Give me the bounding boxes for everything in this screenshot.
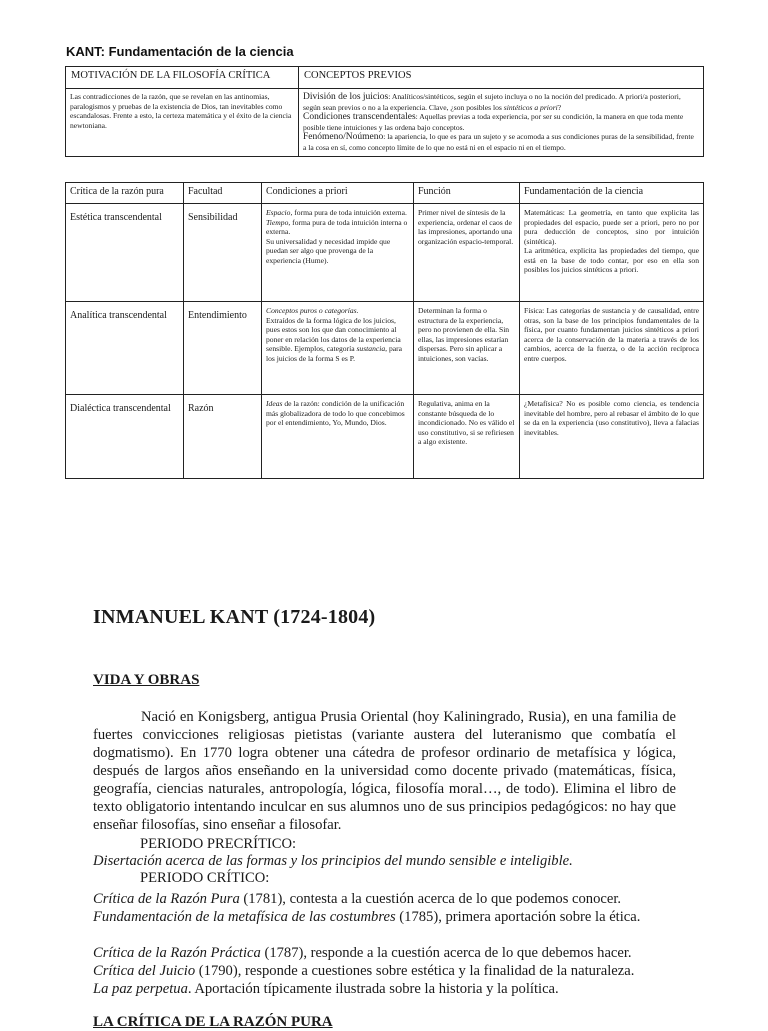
work-item: Crítica de la Razón Práctica (1787), responde a la cuestión acerca de lo que debemos hacer. bbox=[93, 945, 632, 961]
period-precritico: PERIODO PRECRÍTICO: bbox=[140, 836, 297, 852]
motivation-table bbox=[65, 66, 704, 157]
col-header-condiciones: Condiciones a priori bbox=[262, 183, 414, 204]
section-heading-vida: VIDA Y OBRAS bbox=[93, 672, 200, 688]
previous-concepts-header: CONCEPTOS PREVIOS bbox=[299, 67, 704, 89]
col-header-fundamentacion: Fundamentación de la ciencia bbox=[520, 183, 704, 204]
table-row: Dialéctica transcendental Razón Ideas de la razón: condición de la unificación más globalizadora de todo lo que concebimos por el entendimiento, Yo, Mundo, Dios. Regulativa, anima en la constante búsqueda de lo incondicionado. No es válido el uso constitutivo, si se refiriesen a algo existente. ¿Metafísica? No es posible como ciencia, es tendencia inevitable del hombre, pero al rebasar el ámbito de lo que se da en la experiencia (uso constitutivo), lleva a falacias inevitables. bbox=[66, 395, 704, 479]
col-header-facultad: Facultad bbox=[184, 183, 262, 204]
col-header-critica: Crítica de la razón pura bbox=[66, 183, 184, 204]
biography-paragraph: Nació en Konigsberg, antigua Prusia Oriental (hoy Kaliningrado, Rusia), en una familia de fuertes convicciones religiosas pietistas (variante austera del luteranismo que combatía el dogmatismo). En 1770 logra obtener una cátedra de profesor ordinario de metafísica y lógica, después de largos años enseñando en la universidad como docente privado (matemáticas, física, geografía, ciencias naturales, antropología, lógica, filosofía moral…, de todo). Elimina el libro de texto obligatorio intentando inculcar en sus alumnos uno de sus principios pedagógicos: no hay que enseñar filosofías, sino enseñar a filosofar. bbox=[93, 709, 676, 833]
table-row: Estética transcendental Sensibilidad Espacio, forma pura de toda intuición externa. Tiempo, forma pura de toda intuición interna o externa. Su universalidad y necesidad impide que puedan ser algo que provenga de la experiencia (Hume). Primer nivel de síntesis de la experiencia, ordenar el caos de las impresiones, aportando una organización espacio-temporal. Matemáticas: La geometría, en tanto que explicita las propiedades del espacio, puede ser a priori, pero no por pura deducción de conceptos, sino por intuición (sintética). La aritmética, explicita las propiedades del tiempo, que está en la base de todo contar, por eso en ella son posibles los juicios sintéticos a priori. bbox=[66, 204, 704, 302]
previous-concepts-cell: División de los juicios: Analíticos/sintéticos, según el sujeto incluya o no la noción del predicado. A priori/a posteriori, según sean previos o no a la experiencia. Clave, ¿son posibles los sintéticos a priori? Condiciones transcendentales: Aquellas previas a toda experiencia, por ser su condición, la manera en que toda mente posible tiene intuiciones y las ordena bajo conceptos. Fenómeno/Noúmeno: la apariencia, lo que es para un sujeto y se acomoda a sus condiciones puras de la sensibilidad, frente a la cosa en sí, como concepto límite de lo que no está ni en el espacio ni en el tiempo. bbox=[299, 89, 704, 157]
motivation-header: MOTIVACIÓN DE LA FILOSOFÍA CRÍTICA bbox=[66, 67, 299, 89]
work-item: Crítica de la Razón Pura (1781), contesta a la cuestión acerca de lo que podemos conocer. bbox=[93, 891, 622, 907]
col-header-funcion: Función bbox=[414, 183, 520, 204]
motivation-cell: Las contradicciones de la razón, que se revelan en las antinomias, paralogismos y pruebas de la existencia de Dios, tan inevitables como escandalosas. Frente a esto, la certeza matemática y el éxito de la ciencia newtoniana. bbox=[66, 89, 299, 157]
work-item: Fundamentación de la metafísica de las costumbres (1785), primera aportación sobre la ética. bbox=[93, 909, 641, 925]
document-title: INMANUEL KANT (1724-1804) bbox=[93, 606, 376, 628]
work-item: La paz perpetua. Aportación típicamente ilustrada sobre la historia y la política. bbox=[93, 981, 559, 997]
page-header-title: KANT: Fundamentación de la ciencia bbox=[66, 44, 294, 59]
work-disertacion: Disertación acerca de las formas y los principios del mundo sensible e inteligible. bbox=[93, 853, 573, 869]
period-critico: PERIODO CRÍTICO: bbox=[140, 870, 270, 886]
work-item: Crítica del Juicio (1790), responde a cuestiones sobre estética y la finalidad de la naturaleza. bbox=[93, 963, 635, 979]
table-row: Analítica transcendental Entendimiento Conceptos puros o categorías. Extraídos de la forma lógica de los juicios, pues estos son los que dan conocimiento al poner en relación los datos de la experiencia sensible. Ejemplos, categoría sustancia, para los juicios de la forma S es P. Determinan la forma o estructura de la experiencia, pero no provienen de ella. Sin ellas, las impresiones estarían dispersas. Pero sin aplicar a intuiciones, son vacías. Física: Las categorías de sustancia y de causalidad, entre otras, son la base de los principios fundamentales de la física, por cuanto fundamentan juicios sintéticos a priori acerca de la conservación de la materia a través de los cambios, acerca de la fuerza, o de la acción recíproca entre cuerpos. bbox=[66, 302, 704, 395]
critique-table bbox=[65, 182, 704, 479]
section-heading-critica: LA CRÍTICA DE LA RAZÓN PURA bbox=[93, 1014, 333, 1030]
